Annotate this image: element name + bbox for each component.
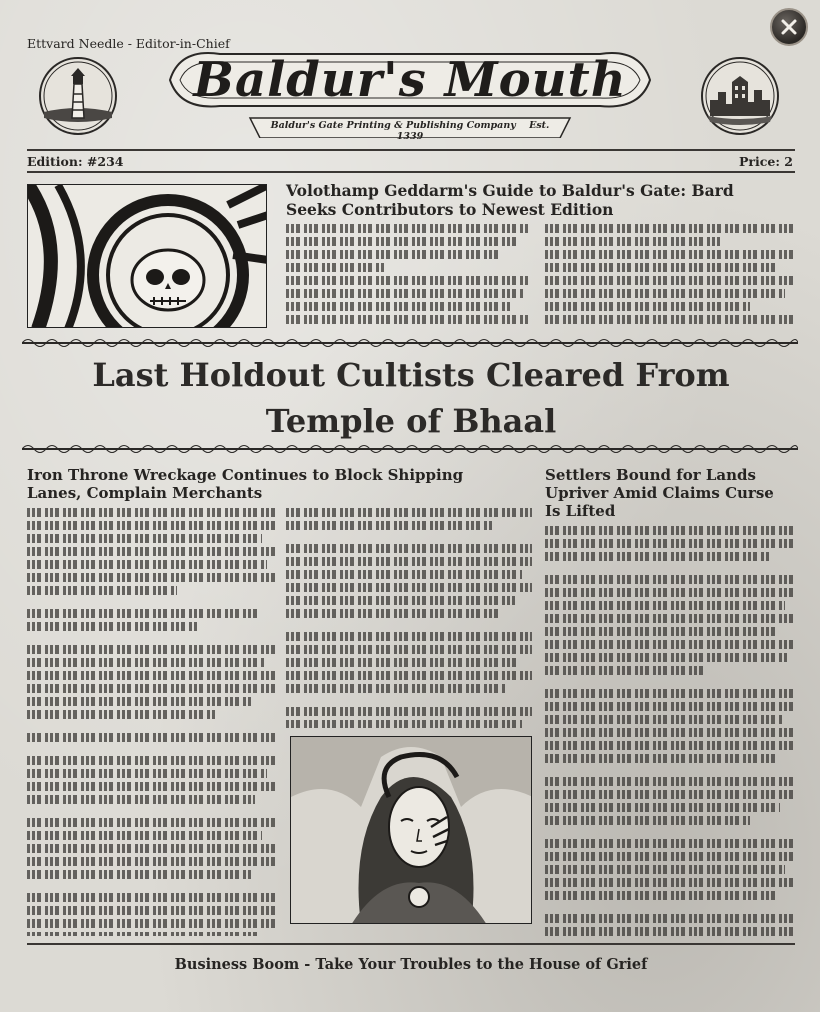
main-headline: Last Holdout Cultists Cleared From Temple of Bhaal bbox=[92, 356, 730, 440]
skull-illustration bbox=[27, 184, 267, 328]
top-story-body-col2 bbox=[545, 224, 795, 330]
right-story-body bbox=[545, 526, 795, 936]
portrait-illustration bbox=[290, 736, 532, 924]
masthead-subtitle: Baldur's Gate Printing & Publishing Company bbox=[270, 120, 516, 131]
left-story-body-col1 bbox=[27, 508, 277, 936]
close-icon bbox=[778, 16, 800, 38]
left-story-title: Iron Throne Wreckage Continues to Block Shipping Lanes, Complain Merchants bbox=[27, 466, 464, 502]
skull-portal-icon bbox=[28, 185, 267, 328]
footer-divider bbox=[27, 943, 795, 945]
edition-bar bbox=[27, 149, 795, 173]
editor-name: Ettvard Needle - Editor-in-Chief bbox=[27, 36, 230, 51]
right-story-title: Settlers Bound for Lands Upriver Amid Claims Curse Is Lifted bbox=[545, 466, 774, 520]
city-seal-icon bbox=[700, 56, 780, 136]
close-button[interactable] bbox=[770, 8, 808, 46]
top-story-body-col1 bbox=[286, 224, 530, 330]
masthead bbox=[160, 18, 660, 142]
top-story-title: Volothamp Geddarm's Guide to Baldur's Gate: Bard Seeks Contributors to Newest Edition bbox=[286, 181, 734, 219]
price: Price: 2 bbox=[739, 154, 793, 169]
lighthouse-seal-icon bbox=[38, 56, 118, 136]
left-story-body-col2 bbox=[286, 508, 532, 728]
ornamental-divider bbox=[22, 336, 798, 350]
woman-portrait-icon bbox=[291, 737, 532, 924]
edition-number: Edition: #234 bbox=[27, 154, 124, 169]
ornamental-divider bbox=[22, 442, 798, 456]
footer-advertisement: Business Boom - Take Your Troubles to the House of Grief bbox=[174, 956, 648, 973]
masthead-established: Est. 1339 bbox=[396, 120, 550, 142]
masthead-title: Baldur's Mouth bbox=[193, 52, 627, 108]
